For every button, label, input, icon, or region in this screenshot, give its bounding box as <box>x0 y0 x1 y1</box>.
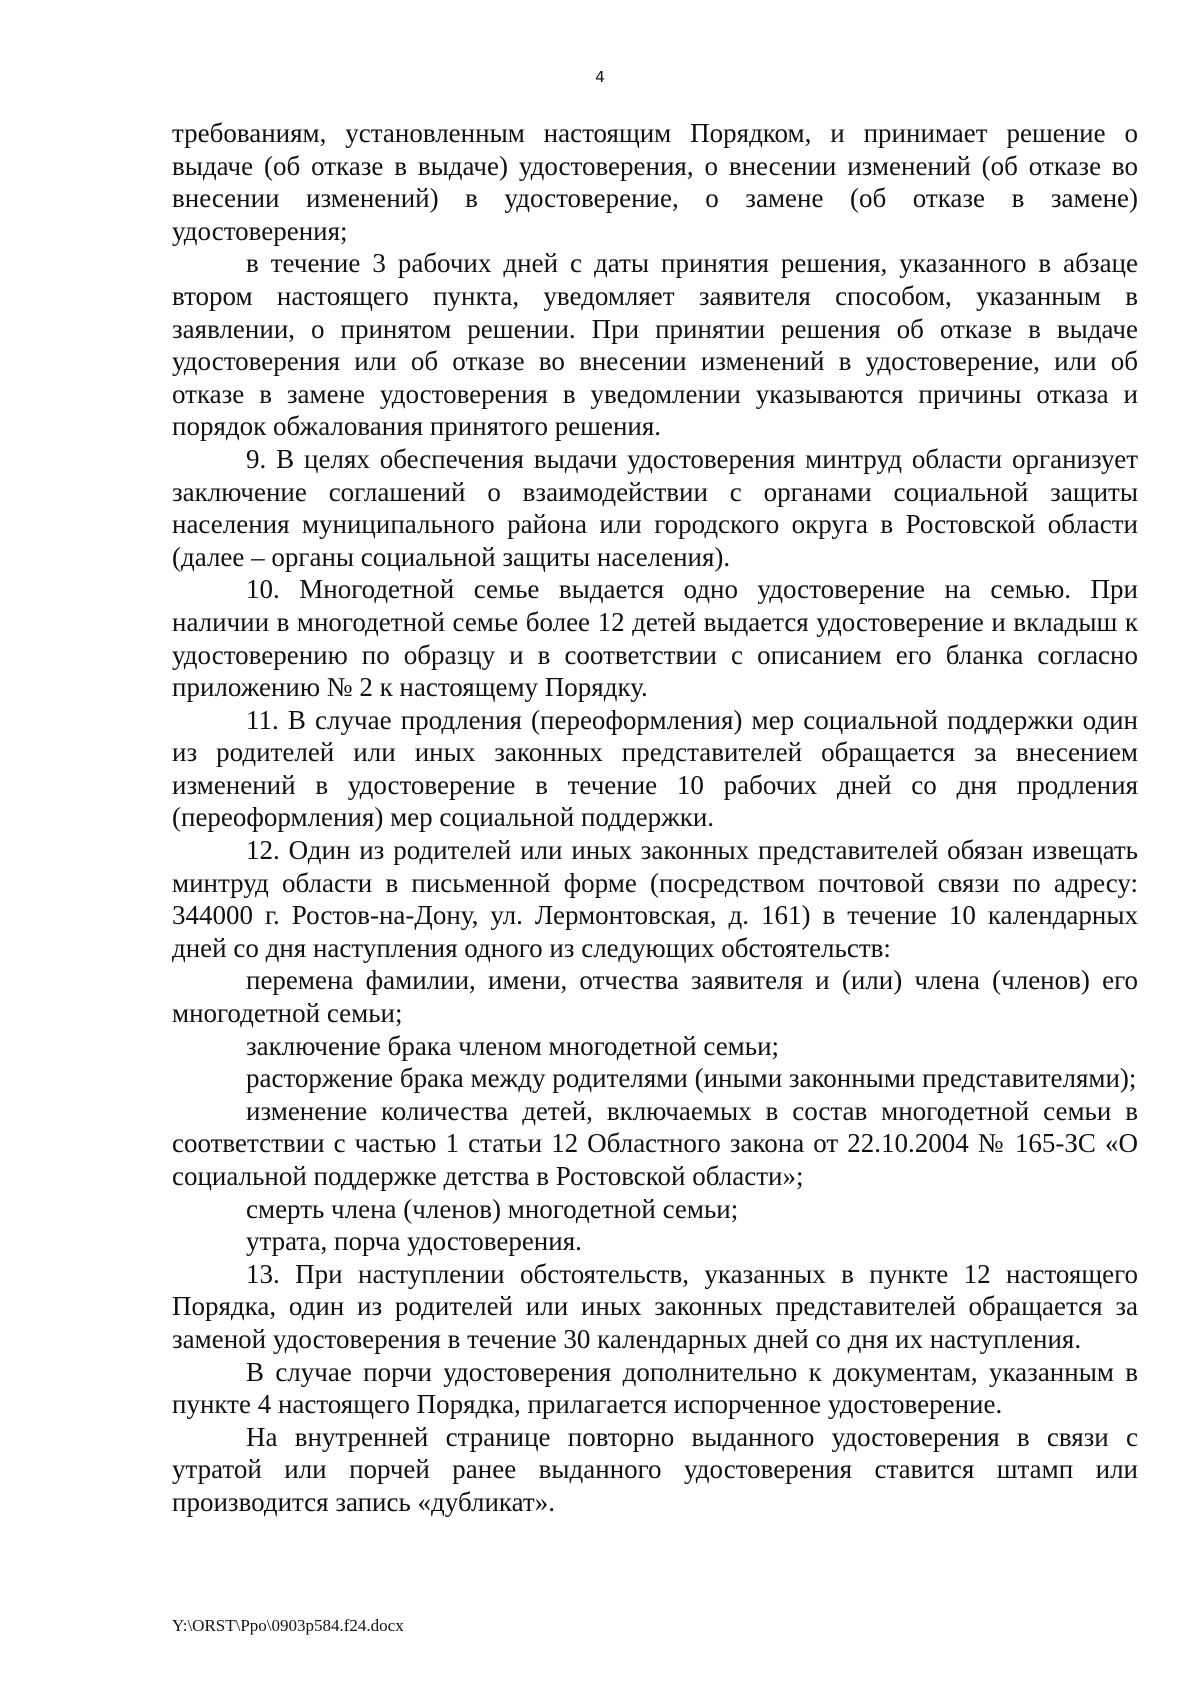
list-item-name-change: перемена фамилии, имени, отчества заявителя и (или) члена (членов) его многодетной семьи; <box>172 965 1138 1029</box>
list-item-divorce: расторжение брака между родителями (иными законными представителями); <box>246 1063 1137 1094</box>
list-item-death: смерть члена (членов) многодетной семьи; <box>246 1193 739 1224</box>
document-body <box>172 117 1138 1519</box>
list-item-loss: утрата, порча удостоверения. <box>246 1226 582 1257</box>
paragraph-item-13: 13. При наступлении обстоятельств, указанных в пункте 12 настоящего Порядка, один из родителей или иных законных представителей обращается за заменой удостоверения в течение 30 календарных дней со дня их наступления. <box>172 1258 1138 1354</box>
paragraph-notification: в течение 3 рабочих дней с даты принятия решения, указанного в абзаце втором настоящего пункта, уведомляет заявителя способом, указанным в заявлении, о принятом решении. При принятии решения об отказе в выдаче удостоверения или об отказе во внесении изменений в удостоверение, или об отказе в замене удостоверения в уведомлении указываются причины отказа и порядок обжалования принятого решения. <box>172 248 1138 442</box>
paragraph-item-11: 11. В случае продления (переоформления) мер социальной поддержки один из родителей или иных законных представителей обращается за внесением изменений в удостоверение в течение 10 рабочих дней со дня продления (переоформления) мер социальной поддержки. <box>172 704 1138 833</box>
paragraph-damage: В случае порчи удостоверения дополнительно к документам, указанным в пункте 4 настоящего Порядка, прилагается испорченное удостоверение. <box>172 1356 1138 1420</box>
list-item-children-count: изменение количества детей, включаемых в состав многодетной семьи в соответствии с частью 1 статьи 12 Областного закона от 22.10.2004 № 165-ЗС «О социальной поддержке детства в Ростовской области»; <box>172 1095 1138 1191</box>
page-number: 4 <box>595 68 605 86</box>
paragraph-continuation: требованиям, установленным настоящим Порядком, и принимает решение о выдаче (об отказе в выдаче) удостоверения, о внесении изменений (об отказе во внесении изменений) в удостоверение, о замене (об отказе в замене) удостоверения; <box>172 118 1138 246</box>
paragraph-item-12: 12. Один из родителей или иных законных представителей обязан извещать минтруд области в письменной форме (посредством почтовой связи по адресу: 344000 г. Ростов-на-Дону, ул. Лермонтовская, д. 161) в течение 10 календарных дней со дня наступления одного из следующих обстоятельств: <box>172 835 1138 963</box>
paragraph-item-9: 9. В целях обеспечения выдачи удостоверения минтруд области организует заключение соглашений о взаимодействии с органами социальной защиты населения муниципального района или городского округа в Ростовской области (далее – органы социальной защиты населения). <box>172 443 1138 572</box>
paragraph-item-10: 10. Многодетной семье выдается одно удостоверение на семью. При наличии в многодетной семье более 12 детей выдается удостоверение и вкладыш к удостоверению по образцу и в соответствии с описанием его бланка согласно приложению № 2 к настоящему Порядку. <box>172 574 1138 703</box>
list-item-marriage: заключение брака членом многодетной семьи; <box>246 1030 780 1061</box>
footer-file-path: Y:\ORST\Ppo\0903p584.f24.docx <box>172 1616 404 1635</box>
paragraph-duplicate: На внутренней странице повторно выданного удостоверения в связи с утратой или порчей ранее выданного удостоверения ставится штамп или производится запись «дубликат». <box>172 1421 1138 1517</box>
